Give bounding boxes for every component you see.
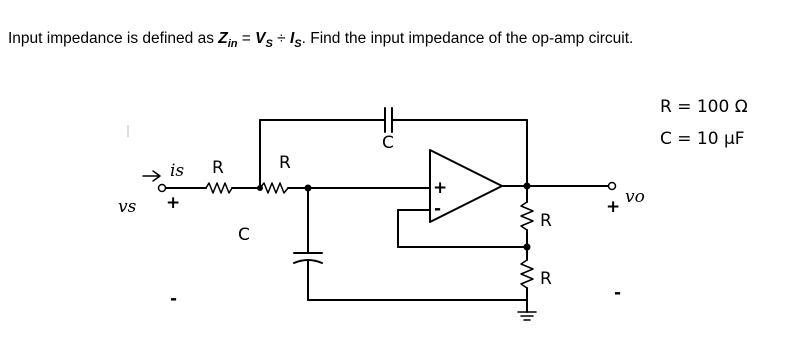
question-divide: ÷ bbox=[272, 30, 290, 47]
resistor-r-feedback-1 bbox=[521, 202, 533, 230]
zin-symbol: $Z_{in}$ bbox=[218, 30, 238, 51]
r1-label: R bbox=[212, 158, 224, 178]
is-symbol: $I_S$ bbox=[289, 30, 302, 51]
opamp-minus: - bbox=[434, 199, 442, 219]
resistor-r-feedback-2 bbox=[521, 260, 533, 288]
r2-label: R bbox=[279, 153, 291, 173]
vs-minus: - bbox=[170, 289, 178, 309]
r-value: R = 100 Ω bbox=[660, 97, 748, 117]
vo-label: vo bbox=[625, 187, 645, 207]
opamp-plus: + bbox=[433, 178, 448, 198]
r-fb2-label: R bbox=[540, 269, 552, 289]
vs-plus: + bbox=[166, 193, 181, 213]
vo-minus: - bbox=[614, 283, 622, 303]
vo-plus: + bbox=[606, 197, 621, 217]
input-terminal bbox=[159, 185, 166, 192]
question-part-4: . Find the input impedance of the op-amp circuit. bbox=[301, 30, 634, 47]
current-arrow-icon bbox=[143, 171, 160, 181]
is-label: is bbox=[170, 161, 185, 181]
c-mid-label: C bbox=[238, 225, 250, 245]
question-part-1: Input impedance is defined as bbox=[8, 30, 219, 47]
r-fb1-label: R bbox=[540, 211, 552, 231]
output-terminal bbox=[609, 183, 616, 190]
c-value: C = 10 μF bbox=[660, 129, 745, 149]
vs-symbol: $V_S$ bbox=[255, 30, 273, 51]
vs-label: vs bbox=[118, 197, 137, 217]
question-equals: = bbox=[237, 30, 256, 47]
resistor-r1 bbox=[206, 183, 232, 193]
c-top-label: C bbox=[382, 133, 394, 153]
resistor-r2 bbox=[260, 183, 288, 193]
